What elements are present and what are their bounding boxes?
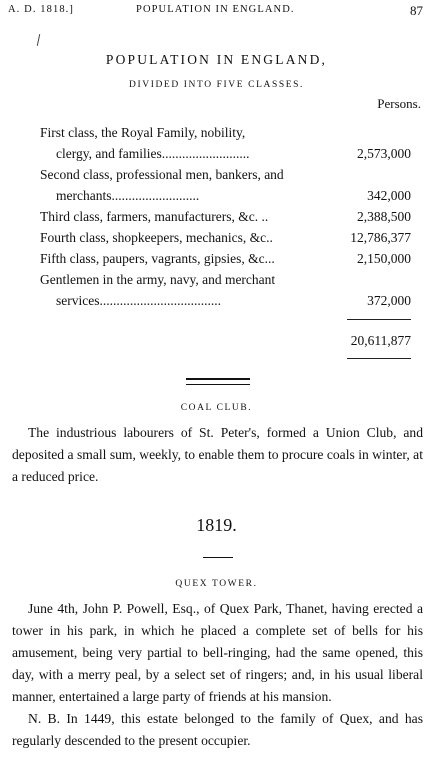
header-title: POPULATION IN ENGLAND. bbox=[136, 4, 295, 15]
population-row bbox=[40, 248, 411, 269]
population-row bbox=[40, 185, 411, 206]
margin-mark bbox=[37, 34, 40, 46]
population-row bbox=[40, 206, 411, 227]
coal-club-text: The industrious labourers of St. Peter's, formed a Union Club, and deposited a small sum, weekly, to enable them to procure coals in winter, at a reduced price. bbox=[12, 425, 423, 484]
class-label: Fifth class, paupers, vagrants, gipsies, &c... bbox=[40, 251, 275, 266]
header-date: A. D. 1818.] bbox=[8, 4, 74, 15]
population-row bbox=[40, 290, 411, 311]
sum-rule-top bbox=[347, 319, 411, 320]
quex-paragraph-1: June 4th, John P. Powell, Esq., of Quex Park, Thanet, having erected a tower in his park, in which he placed a complete set of bells for his amusement, being very partial to bell-ringing, had the same opened, this day, with a merry peal, by a select set of ringers; and, in his usual liberal manner, entertained a large party of friends at his mansion. bbox=[12, 601, 423, 704]
class-label: Gentlemen in the army, navy, and merchant bbox=[40, 272, 276, 287]
class-value: 2,573,000 bbox=[357, 146, 411, 161]
population-row bbox=[40, 269, 411, 290]
sum-rule-bottom bbox=[347, 358, 411, 359]
persons-column-header: Persons. bbox=[377, 96, 421, 111]
population-total: 20,611,877 bbox=[350, 333, 411, 348]
quex-paragraph-2: N. B. In 1449, this estate belonged to the family of Quex, and has regularly descended to the present occupier. bbox=[12, 711, 423, 748]
class-value: 2,150,000 bbox=[357, 251, 411, 266]
population-row bbox=[40, 164, 411, 185]
class-label: Third class, farmers, manufacturers, &c. .. bbox=[40, 209, 269, 224]
year-divider bbox=[203, 557, 233, 558]
class-value: 372,000 bbox=[367, 293, 411, 308]
class-label: Fourth class, shopkeepers, mechanics, &c.. bbox=[40, 230, 273, 245]
population-row bbox=[40, 227, 411, 248]
section-divider bbox=[186, 378, 250, 385]
year-heading: 1819. bbox=[196, 515, 237, 535]
class-label: First class, the Royal Family, nobility, bbox=[40, 125, 246, 140]
table-title: POPULATION IN ENGLAND, bbox=[105, 52, 328, 67]
class-label: services.................................... bbox=[56, 293, 221, 308]
class-label: merchants.......................... bbox=[56, 188, 200, 203]
class-label: Second class, professional men, bankers, and bbox=[40, 167, 284, 182]
page-number: 87 bbox=[410, 3, 423, 18]
quex-tower-heading: QUEX TOWER. bbox=[175, 579, 258, 589]
coal-club-paragraph bbox=[12, 422, 423, 488]
coal-club-heading: COAL CLUB. bbox=[180, 403, 253, 413]
class-label: clergy, and families.......................... bbox=[56, 146, 250, 161]
population-row bbox=[40, 143, 411, 164]
class-value: 2,388,500 bbox=[357, 209, 411, 224]
running-header bbox=[8, 4, 423, 20]
class-value: 342,000 bbox=[367, 188, 411, 203]
class-value: 12,786,377 bbox=[350, 230, 411, 245]
population-row bbox=[40, 122, 411, 143]
quex-tower-paragraphs bbox=[12, 598, 423, 752]
table-subtitle: DIVIDED INTO FIVE CLASSES. bbox=[129, 80, 304, 90]
population-list bbox=[40, 122, 411, 311]
